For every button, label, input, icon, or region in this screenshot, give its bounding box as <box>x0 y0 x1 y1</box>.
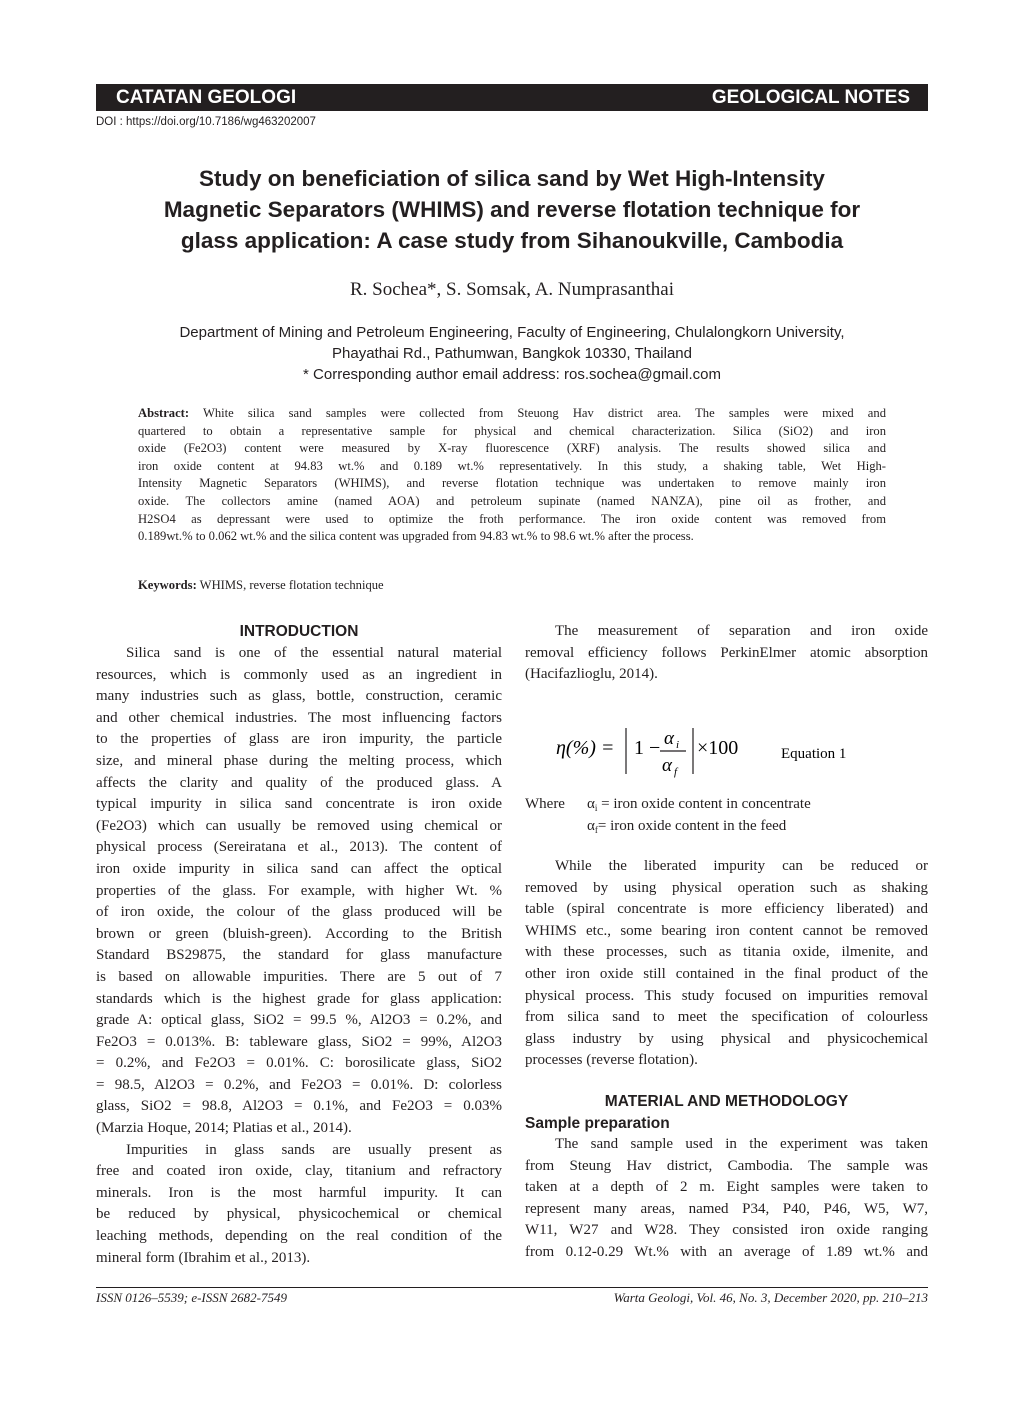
equation-graphic <box>556 722 896 782</box>
abstract-line: quartered to obtain a representative sample for physical and chemical characterization. Silica (SiO2) and iron <box>138 423 886 438</box>
body-line: with these processes, such as titania oxide, ilmenite, and <box>525 944 928 961</box>
keywords-label: Keywords: <box>138 578 197 592</box>
where-label: Where <box>525 796 565 812</box>
title-line: Study on beneficiation of silica sand by Wet High-Intensity <box>199 166 825 191</box>
body-line: glass, SiO2 = 98.8, Al2O3 = 0.1%, and Fe2O3 = 0.03% <box>96 1098 502 1115</box>
body-line: leaching methods, depending on the real condition of the <box>96 1228 502 1245</box>
abstract-block <box>138 405 886 546</box>
body-line: standards which is the highest grade for glass application: <box>96 990 502 1007</box>
symbol: α <box>587 796 595 812</box>
body-line: (Marzia Hoque, 2014; Platias et al., 2014). <box>96 1120 352 1137</box>
header-left-label: CATATAN GEOLOGI <box>116 86 297 108</box>
body-line: WHIMS etc., some bearing iron content cannot be removed <box>525 922 928 939</box>
body-line: Silica sand is one of the essential natural material <box>126 645 502 661</box>
abstract-label: Abstract: <box>138 406 190 420</box>
body-line: W11, W27 and W28. They consisted iron oxide ranging <box>525 1222 928 1239</box>
footer-divider <box>96 1287 928 1288</box>
body-line: table (spiral concentrate is more efficiency liberated) and <box>525 901 928 918</box>
keywords-line <box>138 578 384 593</box>
body-line: and other chemical industries. The most influencing factors <box>96 709 502 726</box>
abstract-line: iron oxide content at 94.83 wt.% and 0.189 wt.% representatively. In this study, a shaking table, Wet High- <box>138 458 886 473</box>
body-line: processes (reverse flotation). <box>525 1052 698 1069</box>
sample-preparation-body <box>525 1134 928 1264</box>
equation-numerator: α <box>664 728 674 749</box>
corresponding-author-line: * Corresponding author email address: ros.sochea@gmail.com <box>303 366 721 383</box>
body-line: other iron oxide still contained in the final product of the <box>525 965 928 982</box>
abstract-line: oxide (Fe2O3) content were measured by X-ray fluorescence (XRF) analysis. The results showed silica and <box>138 441 886 456</box>
title-line: glass application: A case study from Sihanoukville, Cambodia <box>180 228 844 253</box>
body-line: = 98.5, Al2O3 = 0.2%, and Fe2O3 = 0.01%. D: colorless <box>96 1076 502 1093</box>
body-line: typical impurity in silica sand concentrate is iron oxide <box>96 796 502 813</box>
body-line: iron oxide impurity in silica sand can affect the optical <box>96 860 502 877</box>
body-line: brown or green (bluish-green). According to the British <box>96 925 502 942</box>
header-right-label: GEOLOGICAL NOTES <box>711 86 910 108</box>
affiliation-block <box>96 322 928 385</box>
body-line: from silica sand to meet the specification of colourless <box>525 1009 928 1026</box>
equation-times: ×100 <box>697 737 739 759</box>
abstract-text: White silica sand samples were collected from Steuong Hav district area. The samples were mixed and <box>189 406 886 420</box>
affiliation-line: Phayathai Rd., Pathumwan, Bangkok 10330, Thailand <box>332 345 692 362</box>
section-heading-introduction: INTRODUCTION <box>239 623 359 640</box>
right-column-middle <box>525 856 928 1072</box>
body-line: The measurement of separation and iron oxide <box>555 623 928 639</box>
body-line: is based on allowable impurities. There are 5 out of 7 <box>96 968 502 985</box>
equation-denominator: α <box>662 755 672 776</box>
body-line: Standard BS29875, the standard for glass manufacture <box>96 947 502 964</box>
keywords-text: WHIMS, reverse flotation technique <box>196 578 384 592</box>
body-line: free and coated iron oxide, clay, titanium and refractory <box>96 1163 502 1180</box>
equation-numerator-sub: i <box>676 739 680 751</box>
abstract-line: oxide. The collectors amine (named AOA) and petroleum supinate (named NANZA), pine oil as frother, and <box>138 493 886 508</box>
body-line: glass industry by using physical and physicochemical <box>525 1030 928 1047</box>
body-line: properties of the glass. For example, with higher Wt. % <box>96 882 502 899</box>
body-line: size, and mineral phase during the melting process, which <box>96 752 502 769</box>
body-line: (Fe2O3) which can usually be removed using chemical or <box>96 817 502 834</box>
body-line: grade A: optical glass, SiO2 = 99.5 %, Al2O3 = 0.2%, and <box>96 1012 502 1029</box>
body-line: represent many areas, named P34, P40, P46, W5, W7, <box>525 1200 928 1217</box>
symbol-sub: f <box>594 824 598 835</box>
body-line: from Steung Hav district, Cambodia. The sample was <box>525 1157 928 1174</box>
body-line: removal efficiency follows PerkinElmer atomic absorption <box>525 644 928 661</box>
author-list: R. Sochea*, S. Somsak, A. Numprasanthai <box>349 279 675 300</box>
definition-line <box>525 816 811 838</box>
equation-1 <box>556 722 896 782</box>
equation-definitions <box>525 794 811 837</box>
definition-line <box>525 794 811 816</box>
body-line: affects the clarity and quality of the produced glass. A <box>96 774 502 791</box>
body-line: many industries such as glass, bottle, construction, ceramic <box>96 688 502 705</box>
footer-citation: Warta Geologi, Vol. 46, No. 3, December 2020, pp. 210–213 <box>613 1290 928 1305</box>
abstract-line: H2SO4 as depressant were used to optimize the froth performance. The iron oxide content was removed from <box>138 511 886 526</box>
body-line: (Hacifazlioglu, 2014). <box>525 666 658 683</box>
journal-header-bar <box>96 84 928 111</box>
equation-label: Equation 1 <box>781 746 847 762</box>
equation-denominator-sub: f <box>674 766 678 778</box>
doi-line[interactable]: DOI : https://doi.org/10.7186/wg463202007 <box>96 116 316 128</box>
equation-one-minus: 1 − <box>634 737 661 759</box>
body-line: While the liberated impurity can be reduced or <box>555 858 928 874</box>
title-line: Magnetic Separators (WHIMS) and reverse flotation technique for <box>163 197 861 222</box>
body-paragraph <box>525 856 928 1072</box>
body-line: of iron oxide, the colour of the glass produced will be <box>96 904 502 921</box>
body-line: = 0.2%, and Fe2O3 = 0.01%. C: borosilicate glass, SiO2 <box>96 1055 502 1072</box>
body-line: physical process (Sereiratana et al., 2013). The content of <box>96 839 502 856</box>
body-line: minerals. Iron is the most harmful impurity. It can <box>96 1184 502 1201</box>
body-line: mineral form (Ibrahim et al., 2013). <box>96 1249 311 1266</box>
methods-section <box>525 1091 928 1264</box>
body-line: removed by using physical operation such as shaking <box>525 879 928 896</box>
right-column-top <box>525 621 928 686</box>
definition-text: = iron oxide content in concentrate <box>597 796 811 812</box>
paper-title <box>96 163 928 256</box>
introduction-body <box>96 643 502 1269</box>
symbol: α <box>587 817 595 834</box>
footer-issn: ISSN 0126–5539; e-ISSN 2682-7549 <box>96 1290 288 1305</box>
equation-lhs: η(%) = <box>556 737 615 759</box>
abstract-line: Intensity Magnetic Separators (WHIMS), and reverse flotation technique was undertaken to remove mainly iron <box>138 476 886 491</box>
left-column <box>96 621 502 1269</box>
body-line: be reduced by physical, physicochemical or chemical <box>96 1206 502 1223</box>
abstract-line: 0.189wt.% to 0.062 wt.% and the silica content was upgraded from 94.83 wt.% to 98.6 wt.% after the process. <box>138 529 694 544</box>
body-line: to the properties of glass are iron impurity, the particle <box>96 731 502 748</box>
body-line: Impurities in glass sands are usually present as <box>126 1141 502 1158</box>
body-line: resources, which is commonly used as an ingredient in <box>96 666 502 683</box>
body-line: Fe2O3 = 0.013%. B: tableware glass, SiO2 = 99%, Al2O3 <box>96 1033 502 1050</box>
affiliation-line: Department of Mining and Petroleum Engineering, Faculty of Engineering, Chulalongkorn University, <box>179 324 845 341</box>
section-heading-methodology: MATERIAL AND METHODOLOGY <box>604 1093 849 1110</box>
body-line: The sand sample used in the experiment was taken <box>555 1136 928 1152</box>
abstract-line <box>138 405 886 423</box>
subsection-heading-sample-preparation: Sample preparation <box>525 1115 670 1132</box>
body-line: from 0.12-0.29 Wt.% with an average of 1.89 wt.% and <box>525 1243 928 1260</box>
body-line: taken at a depth of 2 m. Eight samples were taken to <box>525 1179 928 1196</box>
body-line: physical process. This study focused on impurities removal <box>525 987 928 1004</box>
symbol-sub: i <box>594 803 598 813</box>
definition-text: = iron oxide content in the feed <box>597 817 787 834</box>
